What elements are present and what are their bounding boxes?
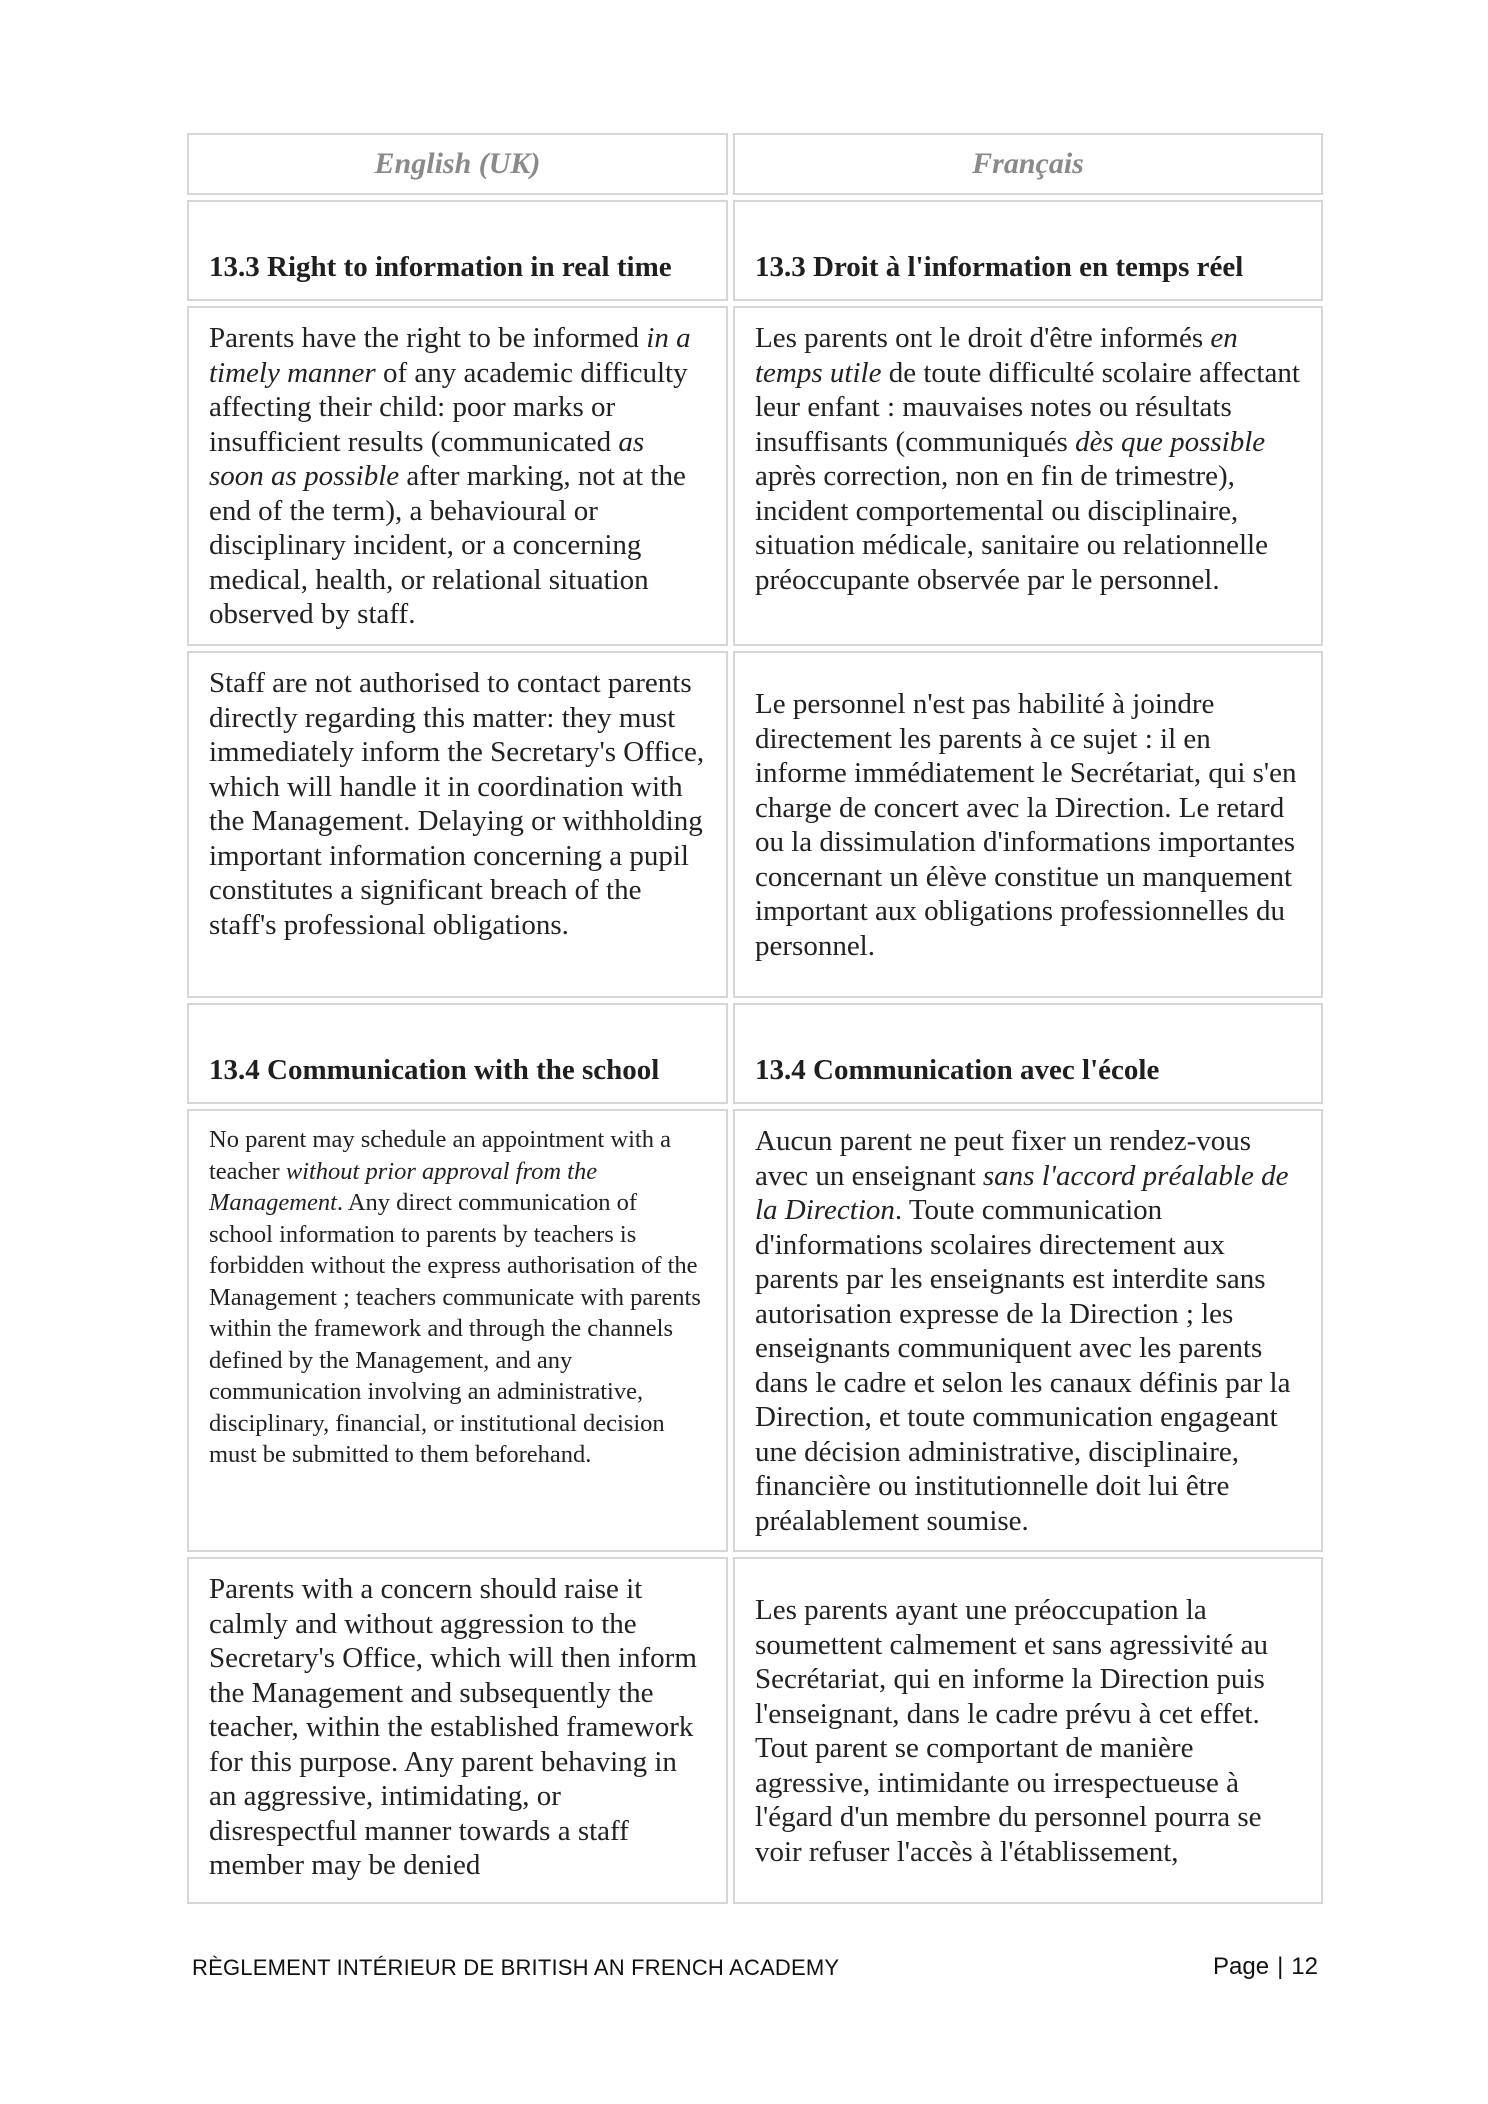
- emphasis-text: sans l'accord préalable de la Direction: [755, 1159, 1289, 1226]
- document-footer-title: RÈGLEMENT INTÉRIEUR DE BRITISH AN FRENCH ACADEMY: [192, 1955, 840, 1980]
- text-run: No parent may schedule an appointment with a teacher: [209, 1126, 671, 1185]
- section-title-en: 13.4 Communication with the school: [187, 1003, 728, 1104]
- section-13-3-title-row: [187, 200, 1323, 301]
- paragraph-fr: [733, 651, 1323, 998]
- paragraph-text: Les parents ayant une préoccupation la soumettent calmement et sans agressivité au Secrétariat, qui en informe la Direction puis l'enseignant, dans le cadre prévu à cet effet. Tout parent se comportant de manière agressive, intimidante ou irrespectueuse à l'égard d'un membre du personnel pourra se voir refuser l'accès à l'établissement,: [755, 1594, 1268, 1868]
- section-13-4-title-row: [187, 1003, 1323, 1104]
- paragraph-fr: [733, 306, 1323, 646]
- paragraph-text: Parents with a concern should raise it calmly and without aggression to the Secretary's Office, which will then inform the Management and subsequently the teacher, within the established framework for this purpose. Any parent behaving in an aggressive, intimidating, or disrespectful manner towards a staff member may be denied: [209, 1573, 697, 1881]
- paragraph-text: [209, 1111, 706, 1483]
- emphasis-text: dès que possible: [1075, 425, 1266, 458]
- emphasis-text: in a timely manner: [209, 322, 691, 389]
- section-title-fr: 13.3 Droit à l'information en temps réel: [733, 200, 1323, 301]
- paragraph-fr: [733, 1109, 1323, 1552]
- bilingual-table: [182, 128, 1328, 1909]
- section-13-4-paragraph-1-row: [187, 1109, 1323, 1552]
- emphasis-text: en temps utile: [755, 322, 1238, 389]
- footer-separator: |: [1277, 1953, 1284, 1980]
- english-column-header: English (UK): [187, 133, 728, 195]
- section-13-4-paragraph-2-row: [187, 1557, 1323, 1904]
- paragraph-fr: [733, 1557, 1323, 1904]
- text-run: Aucun parent ne peut fixer un rendez-vous avec un enseignant: [755, 1125, 1252, 1192]
- paragraph-text: [755, 1111, 1301, 1550]
- paragraph-en: [187, 306, 728, 646]
- language-header-row: [187, 133, 1323, 195]
- paragraph-text: Le personnel n'est pas habilité à joindre directement les parents à ce sujet : il en informe immédiatement le Secrétariat, qui s'en charge de concert avec la Direction. Le retard ou la dissimulation d'informations importantes concernant un élève constitue un manquement important aux obligations professionnelles du personnel.: [755, 688, 1297, 962]
- text-run: of any academic difficulty affecting their child: poor marks or insufficient results (communicated: [209, 356, 688, 458]
- page-number: 12: [1291, 1953, 1318, 1980]
- paragraph-en: [187, 651, 728, 998]
- text-run: . Toute communication d'informations scolaires directement aux parents par les enseignants est interdite sans autorisation expresse de la Direction ; les enseignants communiquent avec les parents dans le cadre et selon les canaux définis par la Direction, et toute communication engageant une décision administrative, disciplinaire, financière ou institutionnelle doit lui être préalablement soumise.: [755, 1194, 1291, 1537]
- text-run: après correction, non en fin de trimestre), incident comportemental ou disciplinaire, situation médicale, sanitaire ou relationnelle préoccupante observée par le personnel.: [755, 460, 1268, 596]
- text-run: Les parents ont le droit d'être informés: [755, 322, 1211, 354]
- text-run: . Any direct communication of school information to parents by teachers is forbidden without the express authorisation of the Management ; teachers communicate with parents within the framework and through the channels defined by the Management, and any communication involving an administrative, disciplinary, financial, or institutional decision must be submitted to them beforehand.: [209, 1189, 701, 1468]
- section-title-en: 13.3 Right to information in real time: [187, 200, 728, 301]
- french-column-header: Français: [733, 133, 1323, 195]
- text-run: after marking, not at the end of the term), a behavioural or disciplinary incident, or a concerning medical, health, or relational situation observed by staff.: [209, 460, 686, 630]
- page-label: Page: [1213, 1953, 1270, 1980]
- section-13-3-paragraph-1-row: [187, 306, 1323, 646]
- section-title-fr: 13.4 Communication avec l'école: [733, 1003, 1323, 1104]
- emphasis-text: as soon as possible: [209, 425, 645, 492]
- text-run: de toute difficulté scolaire affectant leur enfant : mauvaises notes ou résultats insuffisants (communiqués: [755, 356, 1300, 458]
- section-13-3-paragraph-2-row: [187, 651, 1323, 998]
- paragraph-text: [209, 308, 706, 644]
- paragraph-text: Staff are not authorised to contact parents directly regarding this matter: they must immediately inform the Secretary's Office, which will handle it in coordination with the Management. Delaying or withholding important information concerning a pupil constitutes a significant breach of the staff's professional obligations.: [209, 667, 705, 941]
- text-run: Parents have the right to be informed: [209, 322, 647, 354]
- paragraph-text: [755, 308, 1301, 609]
- page-number-footer: [1213, 1953, 1318, 1981]
- paragraph-en: [187, 1557, 728, 1904]
- emphasis-text: without prior approval from the Management: [209, 1157, 598, 1216]
- paragraph-en: [187, 1109, 728, 1552]
